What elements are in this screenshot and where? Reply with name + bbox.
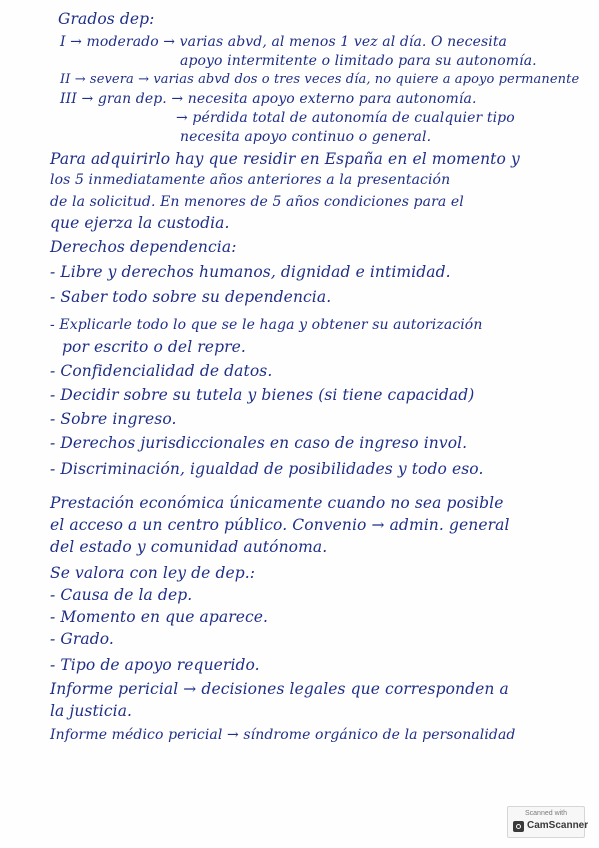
- note-line: necesita apoyo continuo o general.: [180, 129, 432, 145]
- note-line: Para adquirirlo hay que residir en España en el momento y: [50, 150, 520, 168]
- note-line: - Tipo de apoyo requerido.: [50, 656, 260, 674]
- note-line: - Sobre ingreso.: [50, 410, 177, 428]
- note-line: - Confidencialidad de datos.: [50, 362, 273, 380]
- note-line: los 5 inmediatamente años anteriores a la presentación: [50, 172, 451, 188]
- note-line: - Explicarle todo lo que se le haga y obtener su autorización: [50, 317, 483, 333]
- note-line: Informe pericial → decisiones legales que corresponden a: [50, 680, 509, 698]
- note-line: del estado y comunidad autónoma.: [50, 538, 328, 556]
- note-line: Prestación económica únicamente cuando no sea posible: [50, 494, 504, 512]
- watermark-brand: CamScanner: [527, 820, 589, 831]
- note-line: Se valora con ley de dep.:: [50, 564, 256, 582]
- note-line: Informe médico pericial → síndrome orgánico de la personalidad: [50, 727, 516, 743]
- note-line: - Decidir sobre su tutela y bienes (si tiene capacidad): [50, 386, 475, 404]
- note-line: el acceso a un centro público. Convenio → admin. general: [50, 516, 510, 534]
- note-line: III → gran dep. → necesita apoyo externo para autonomía.: [60, 91, 477, 107]
- note-line: - Momento en que aparece.: [50, 608, 269, 626]
- note-line: - Saber todo sobre su dependencia.: [50, 288, 332, 306]
- note-line: - Libre y derechos humanos, dignidad e intimidad.: [50, 263, 451, 281]
- camscanner-logo-icon: [513, 821, 524, 832]
- note-line: - Discriminación, igualdad de posibilidades y todo eso.: [50, 460, 484, 478]
- watermark-caption: Scanned with: [524, 810, 568, 817]
- note-line: - Grado.: [50, 630, 114, 648]
- note-line: de la solicitud. En menores de 5 años condiciones para el: [50, 194, 464, 210]
- note-line: II → severa → varias abvd dos o tres veces día, no quiere a apoyo permanente: [60, 72, 580, 87]
- note-line: → pérdida total de autonomía de cualquier tipo: [176, 110, 515, 126]
- note-line: - Causa de la dep.: [50, 586, 193, 604]
- note-line: que ejerza la custodia.: [50, 214, 230, 232]
- notes-title: Grados dep:: [58, 10, 155, 28]
- note-line: - Derechos jurisdiccionales en caso de ingreso invol.: [50, 434, 468, 452]
- note-line: la justicia.: [50, 702, 133, 720]
- note-line: I → moderado → varias abvd, al menos 1 vez al día. O necesita: [60, 34, 508, 50]
- note-line: por escrito o del repre.: [62, 338, 246, 356]
- note-line: apoyo intermitente o limitado para su autonomía.: [180, 53, 537, 69]
- camscanner-watermark: [507, 806, 589, 838]
- note-line: Derechos dependencia:: [50, 238, 237, 256]
